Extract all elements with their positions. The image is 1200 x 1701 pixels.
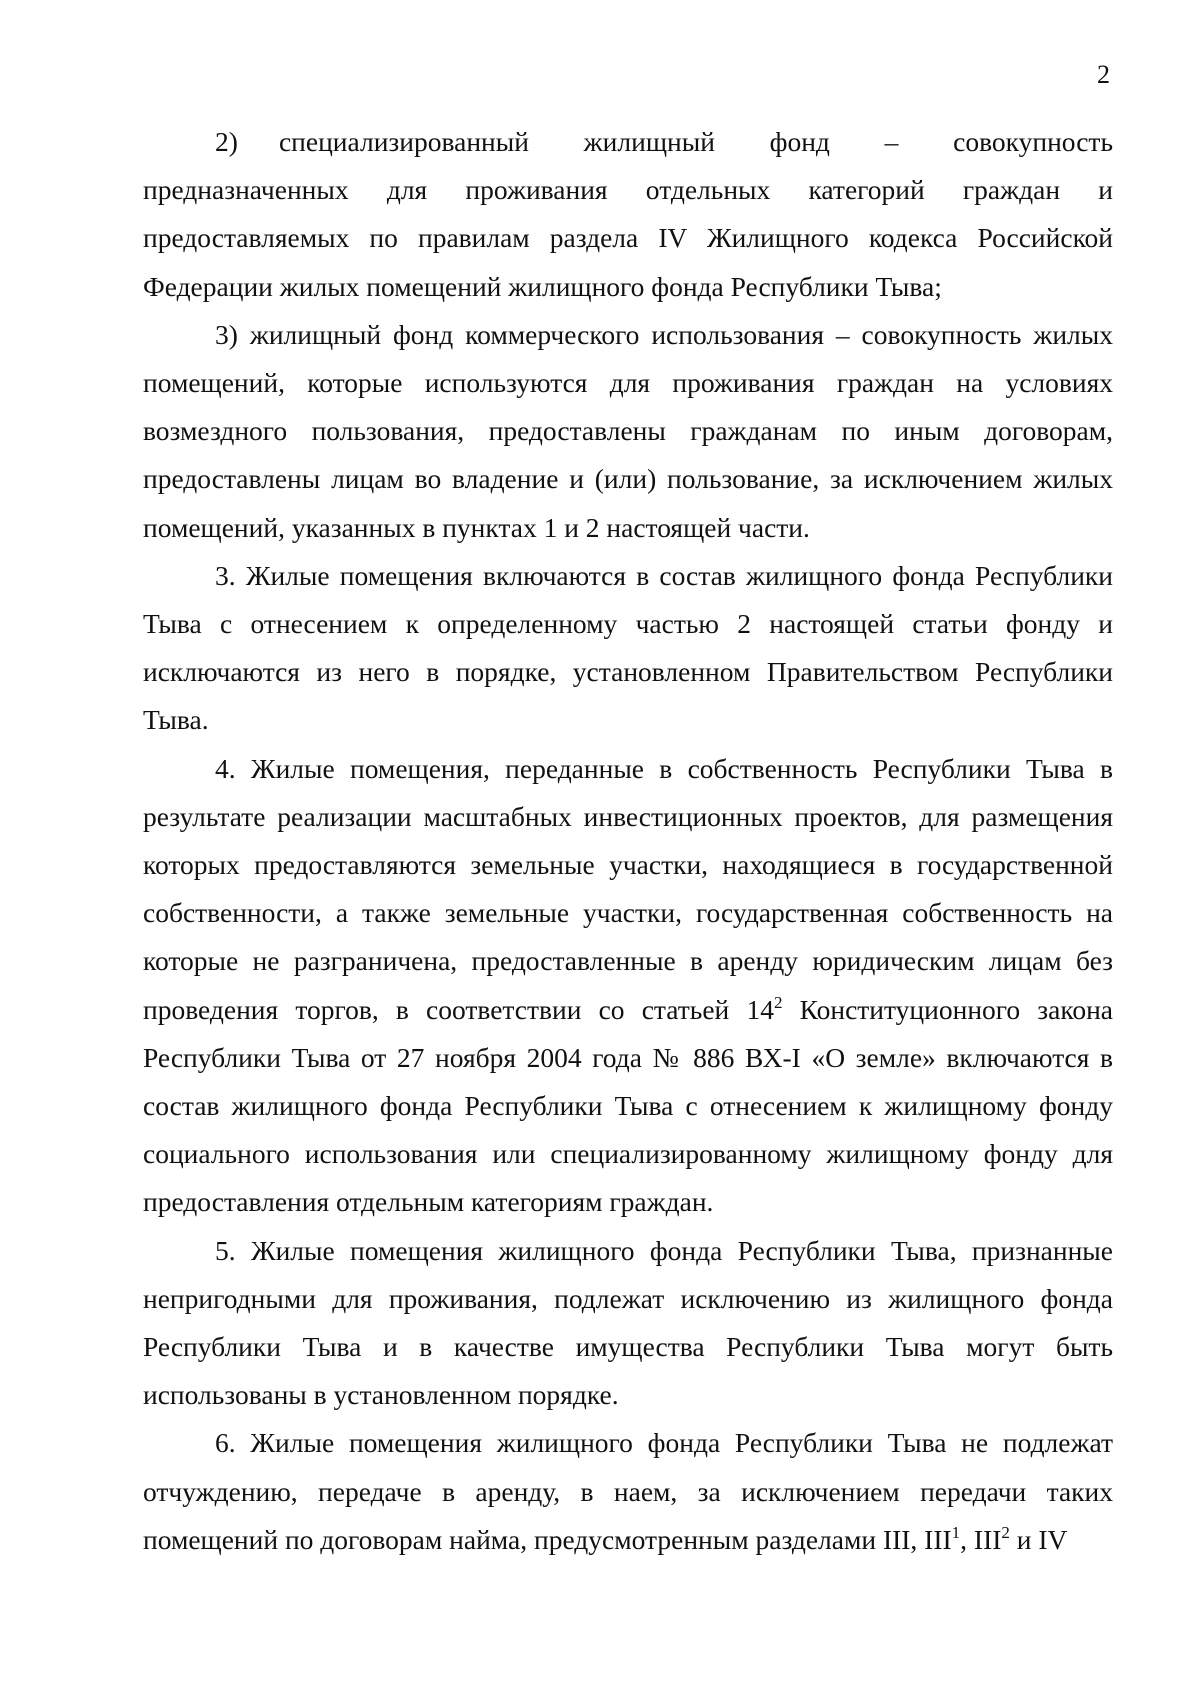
paragraph-5: 5. Жилые помещения жилищного фонда Республики Тыва, признанные непригодными для проживания, подлежат исключению из жилищного фонда Республики Тыва и в качестве имущества Республики Тыва могут быть использованы в установленном порядке. [143, 1234, 1113, 1411]
paragraph-6-text-middle: , III [960, 1523, 1002, 1555]
paragraph-4-text-after: Конституционного закона Республики Тыва от 27 ноября 2004 года № 886 ВХ-I «О земле» включаются в состав жилищного фонда Республики Тыва с отнесением к жилищному фонду социального использования или специализированному жилищному фонду для предоставления отдельным категориям граждан. [143, 993, 1114, 1218]
paragraph-6-text-before: 6. Жилые помещения жилищного фонда Республики Тыва не подлежат отчуждению, передаче в аренду, в наем, за исключением передачи таких помещений по договорам найма, предусмотренным разделами III, III [143, 1427, 1113, 1555]
paragraph-item-2: 2) специализированный жилищный фонд – совокупность предназначенных для проживания отдельных категорий граждан и предоставляемых по правилам раздела IV Жилищного кодекса Российской Федерации жилых помещений жилищного фонда Республики Тыва; [143, 126, 1113, 302]
document-body [143, 118, 1113, 1564]
paragraph-3: 3. Жилые помещения включаются в состав жилищного фонда Республики Тыва с отнесением к определенному частью 2 настоящей статьи фонду и исключаются из него в порядке, установленном Правительством Республики Тыва. [143, 559, 1113, 736]
paragraph-6-superscript-1: 1 [951, 1522, 961, 1542]
paragraph-6-text-after: и IV [1009, 1523, 1068, 1555]
page-number: 2 [1097, 60, 1110, 89]
paragraph-4-superscript: 2 [773, 992, 783, 1012]
paragraph-6-superscript-2: 2 [1001, 1522, 1010, 1542]
paragraph-4-text-before: 4. Жилые помещения, переданные в собственность Республики Тыва в результате реализации масштабных инвестиционных проектов, для размещения которых предоставляются земельные участки, находящиеся в государственной собственности, а также земельные участки, государственная собственность на которые не разграничена, предоставленные в аренду юридическим лицам без проведения торгов, в соответствии со статьей 14 [143, 752, 1113, 1025]
paragraph-4 [143, 745, 1113, 1227]
paragraph-6 [143, 1419, 1113, 1564]
paragraph-item-3: 3) жилищный фонд коммерческого использования – совокупность жилых помещений, которые используются для проживания граждан на условиях возмездного пользования, предоставлены гражданам по иным договорам, предоставлены лицам во владение и (или) пользование, за исключением жилых помещений, указанных в пунктах 1 и 2 настоящей части. [143, 318, 1113, 543]
